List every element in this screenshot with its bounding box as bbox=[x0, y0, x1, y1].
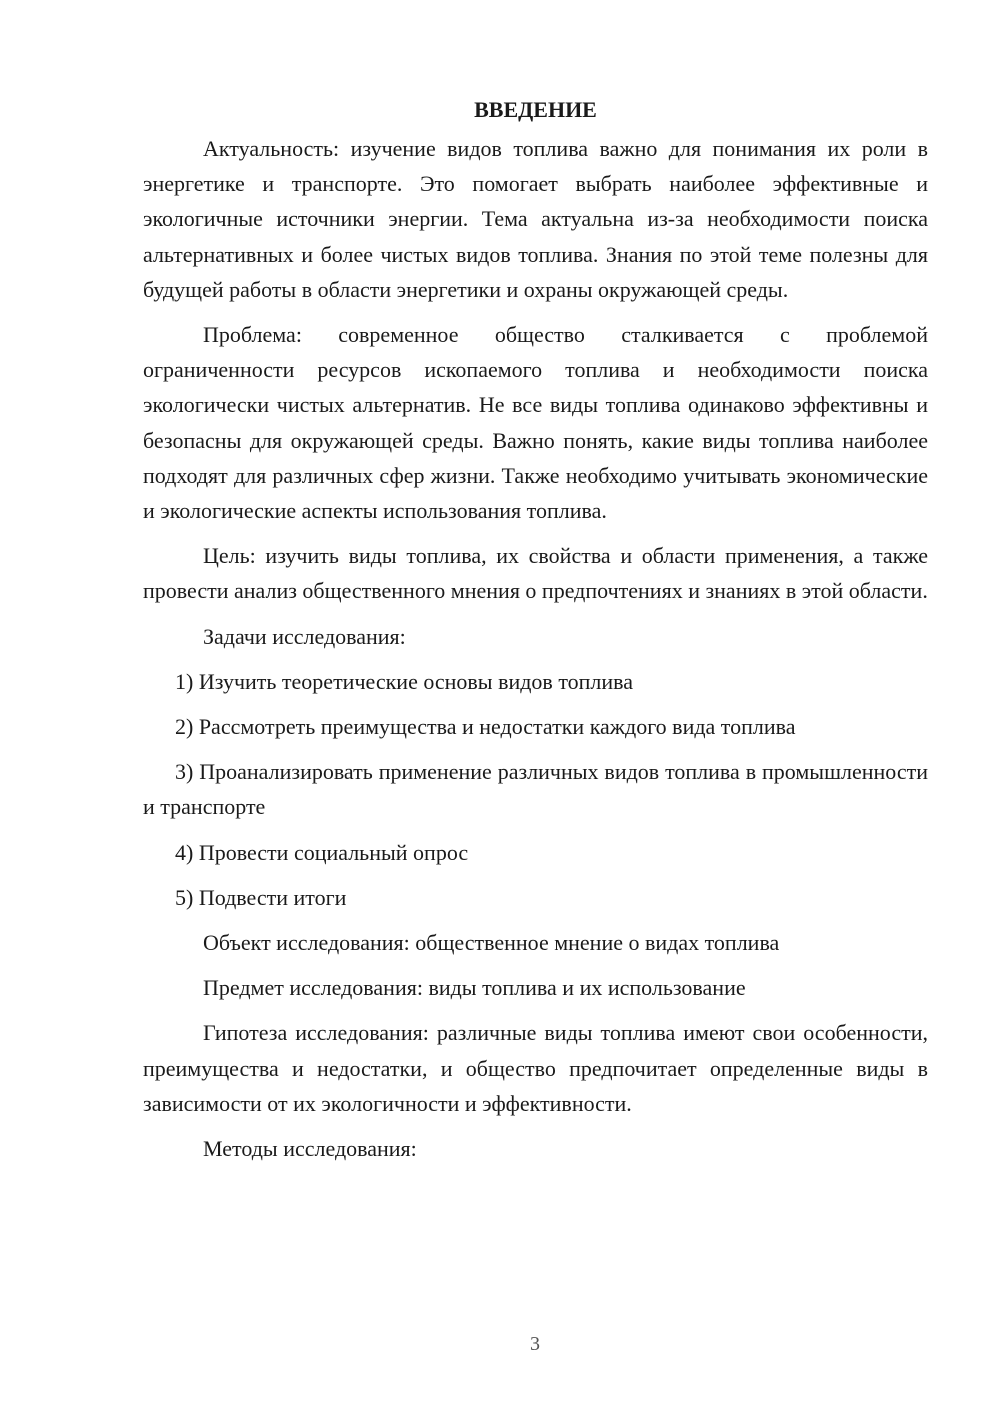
problem-paragraph: Проблема: современное общество сталкивается с проблемой ограниченности ресурсов ископаемого топлива и необходимости поиска экологически чистых альтернатив. Не все виды топлива одинаково эффективны и безопасны для окружающей среды. Важно понять, какие виды топлива наиболее подходят для различных сфер жизни. Также необходимо учитывать экономические и экологические аспекты использования топлива. bbox=[143, 322, 928, 524]
page-number: 3 bbox=[530, 1333, 540, 1355]
tasks-title: Задачи исследования: bbox=[203, 623, 406, 649]
document-page bbox=[143, 92, 928, 1176]
goal-paragraph: Цель: изучить виды топлива, их свойства и области применения, а также провести анализ общественного мнения о предпочтениях и знаниях в этой области. bbox=[143, 543, 928, 604]
task-item-3: 3) Проанализировать применение различных видов топлива в промышленности и транспорте bbox=[143, 759, 928, 820]
section-heading: ВВЕДЕНИЕ bbox=[474, 97, 597, 122]
methods-title: Методы исследования: bbox=[203, 1136, 417, 1162]
relevance-paragraph: Актуальность: изучение видов топлива важно для понимания их роли в энергетике и транспорте. Это помогает выбрать наиболее эффективные и экологичные источники энергии. Тема актуальна из-за необходимости поиска альтернативных и более чистых видов топлива. Знания по этой теме полезны для будущей работы в области энергетики и охраны окружающей среды. bbox=[143, 136, 928, 302]
research-subject: Предмет исследования: виды топлива и их использование bbox=[203, 975, 746, 1001]
task-item-4: 4) Провести социальный опрос bbox=[175, 839, 469, 865]
task-item-5: 5) Подвести итоги bbox=[175, 884, 347, 910]
task-item-1: 1) Изучить теоретические основы видов топлива bbox=[175, 668, 634, 694]
task-item-2: 2) Рассмотреть преимущества и недостатки каждого вида топлива bbox=[175, 714, 796, 740]
hypothesis-paragraph: Гипотеза исследования: различные виды топлива имеют свои особенности, преимущества и недостатки, и общество предпочитает определенные виды в зависимости от их экологичности и эффективности. bbox=[143, 1020, 928, 1116]
research-object: Объект исследования: общественное мнение о видах топлива bbox=[203, 930, 780, 956]
